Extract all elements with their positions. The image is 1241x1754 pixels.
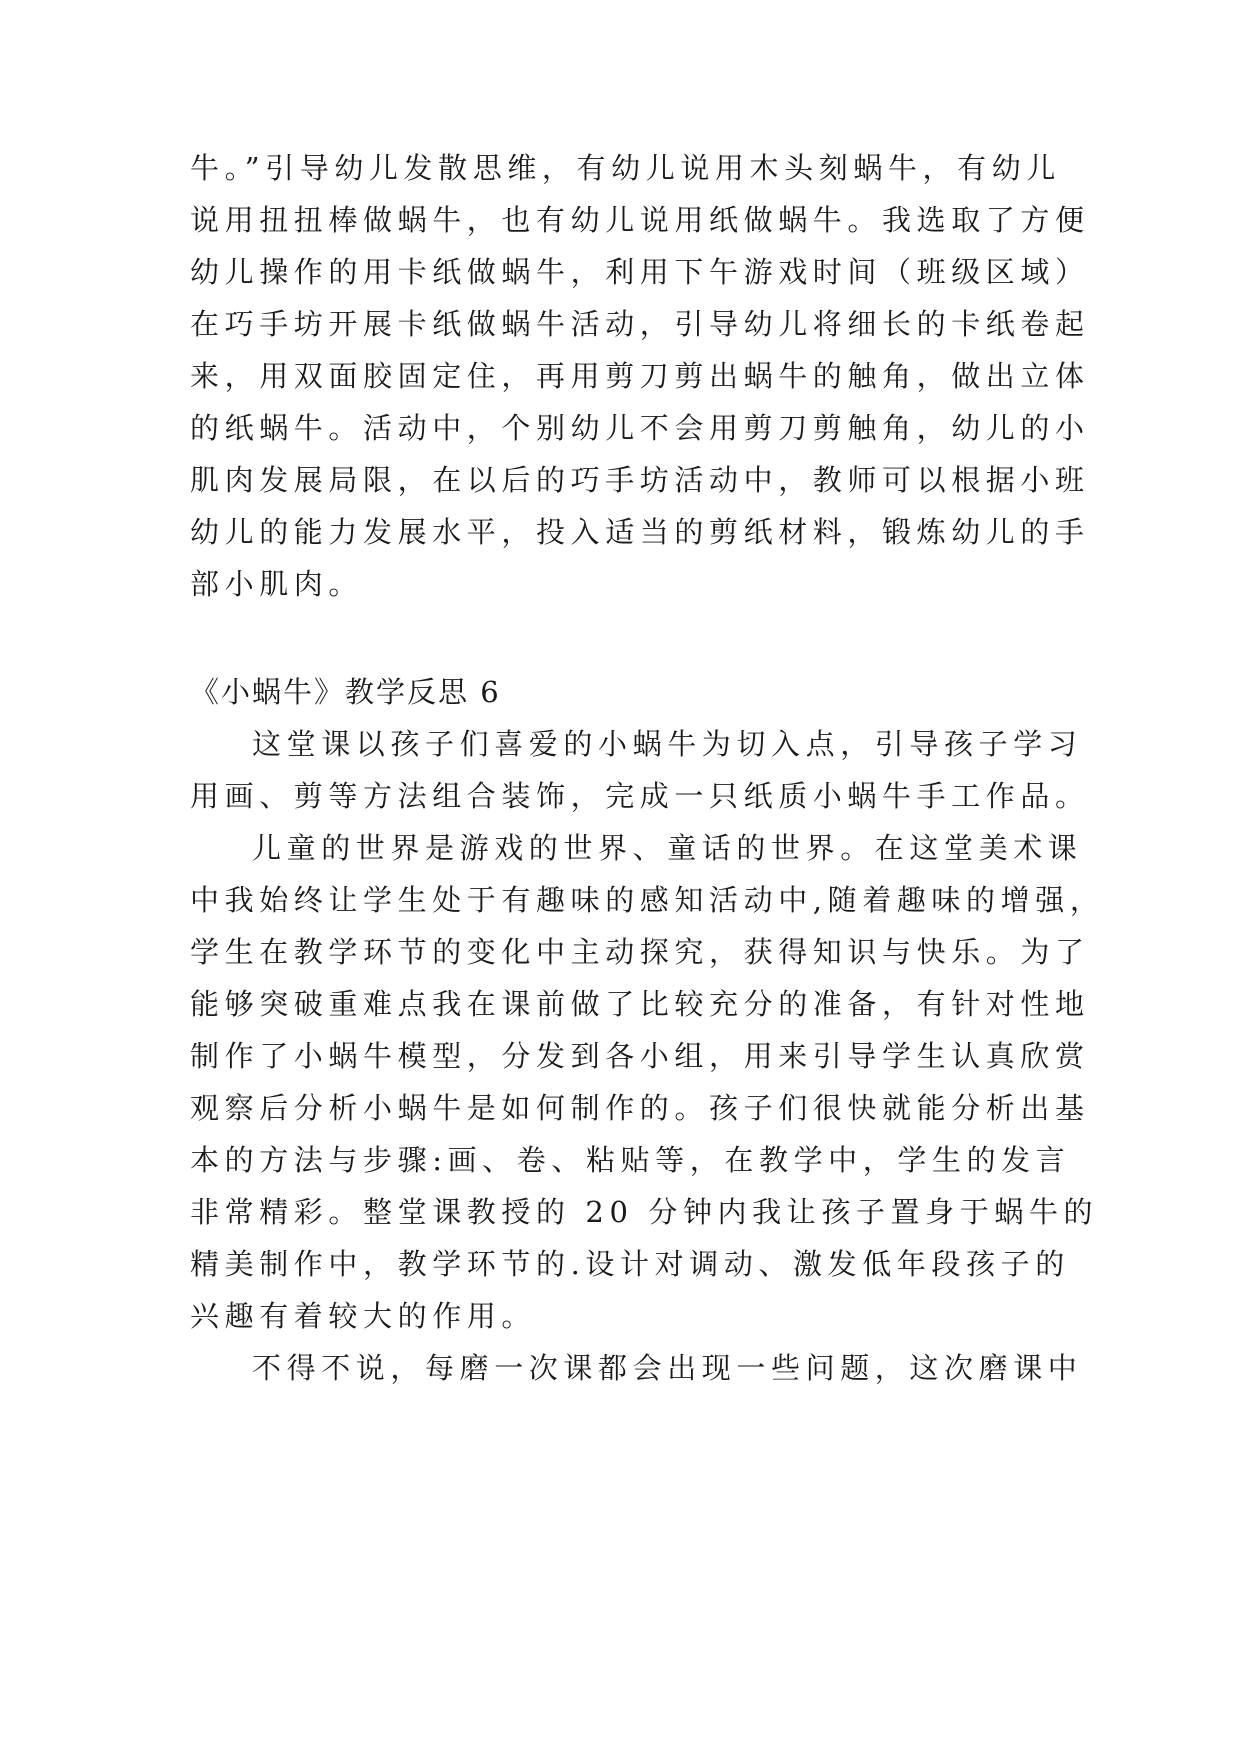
paragraph-1-line-5: 来，用双面胶固定住，再用剪刀剪出蜗牛的触角，做出立体 (190, 359, 1090, 393)
paragraph-2-line-2: 用画、剪等方法组合装饰，完成一只纸质小蜗牛手工作品。 (190, 779, 1090, 813)
paragraph-3-line-7: 本的方法与步骤:画、卷、粘贴等，在教学中，学生的发言 (190, 1143, 1071, 1177)
paragraph-2-line-1: 这堂课以孩子们喜爱的小蜗牛为切入点，引导孩子学习 (252, 727, 1083, 761)
paragraph-1-line-4: 在巧手坊开展卡纸做蜗牛活动，引导幼儿将细长的卡纸卷起 (190, 307, 1090, 341)
paragraph-1-line-9: 部小肌肉。 (190, 567, 364, 601)
paragraph-3-line-1: 儿童的世界是游戏的世界、童话的世界。在这堂美术课 (252, 831, 1083, 865)
paragraph-3-line-8: 非常精彩。整堂课教授的 20 分钟内我让孩子置身于蜗牛的 (190, 1195, 1099, 1229)
paragraph-3-line-6: 观察后分析小蜗牛是如何制作的。孩子们很快就能分析出基 (190, 1091, 1090, 1125)
paragraph-3-line-10: 兴趣有着较大的作用。 (190, 1299, 537, 1333)
section-heading: 《小蜗牛》教学反思 6 (190, 675, 501, 709)
paragraph-1-line-2: 说用扭扭棒做蜗牛，也有幼儿说用纸做蜗牛。我选取了方便 (190, 203, 1090, 237)
paragraph-3-line-4: 能够突破重难点我在课前做了比较充分的准备，有针对性地 (190, 987, 1090, 1021)
paragraph-4-line-1: 不得不说，每磨一次课都会出现一些问题，这次磨课中 (252, 1351, 1083, 1385)
paragraph-1-line-6: 的纸蜗牛。活动中，个别幼儿不会用剪刀剪触角，幼儿的小 (190, 411, 1090, 445)
paragraph-1-line-3: 幼儿操作的用卡纸做蜗牛，利用下午游戏时间（班级区域） (190, 255, 1090, 289)
paragraph-3-line-2: 中我始终让学生处于有趣味的感知活动中,随着趣味的增强， (190, 883, 1105, 917)
paragraph-1-line-1: 牛。”引导幼儿发散思维，有幼儿说用木头刻蜗牛，有幼儿 (190, 151, 1061, 185)
paragraph-1-line-7: 肌肉发展局限，在以后的巧手坊活动中，教师可以根据小班 (190, 463, 1090, 497)
paragraph-3-line-3: 学生在教学环节的变化中主动探究，获得知识与快乐。为了 (190, 935, 1090, 969)
paragraph-3-line-9: 精美制作中，教学环节的.设计对调动、激发低年段孩子的 (190, 1247, 1070, 1281)
paragraph-1-line-8: 幼儿的能力发展水平，投入适当的剪纸材料，锻炼幼儿的手 (190, 515, 1090, 549)
paragraph-3-line-5: 制作了小蜗牛模型，分发到各小组，用来引导学生认真欣赏 (190, 1039, 1090, 1073)
